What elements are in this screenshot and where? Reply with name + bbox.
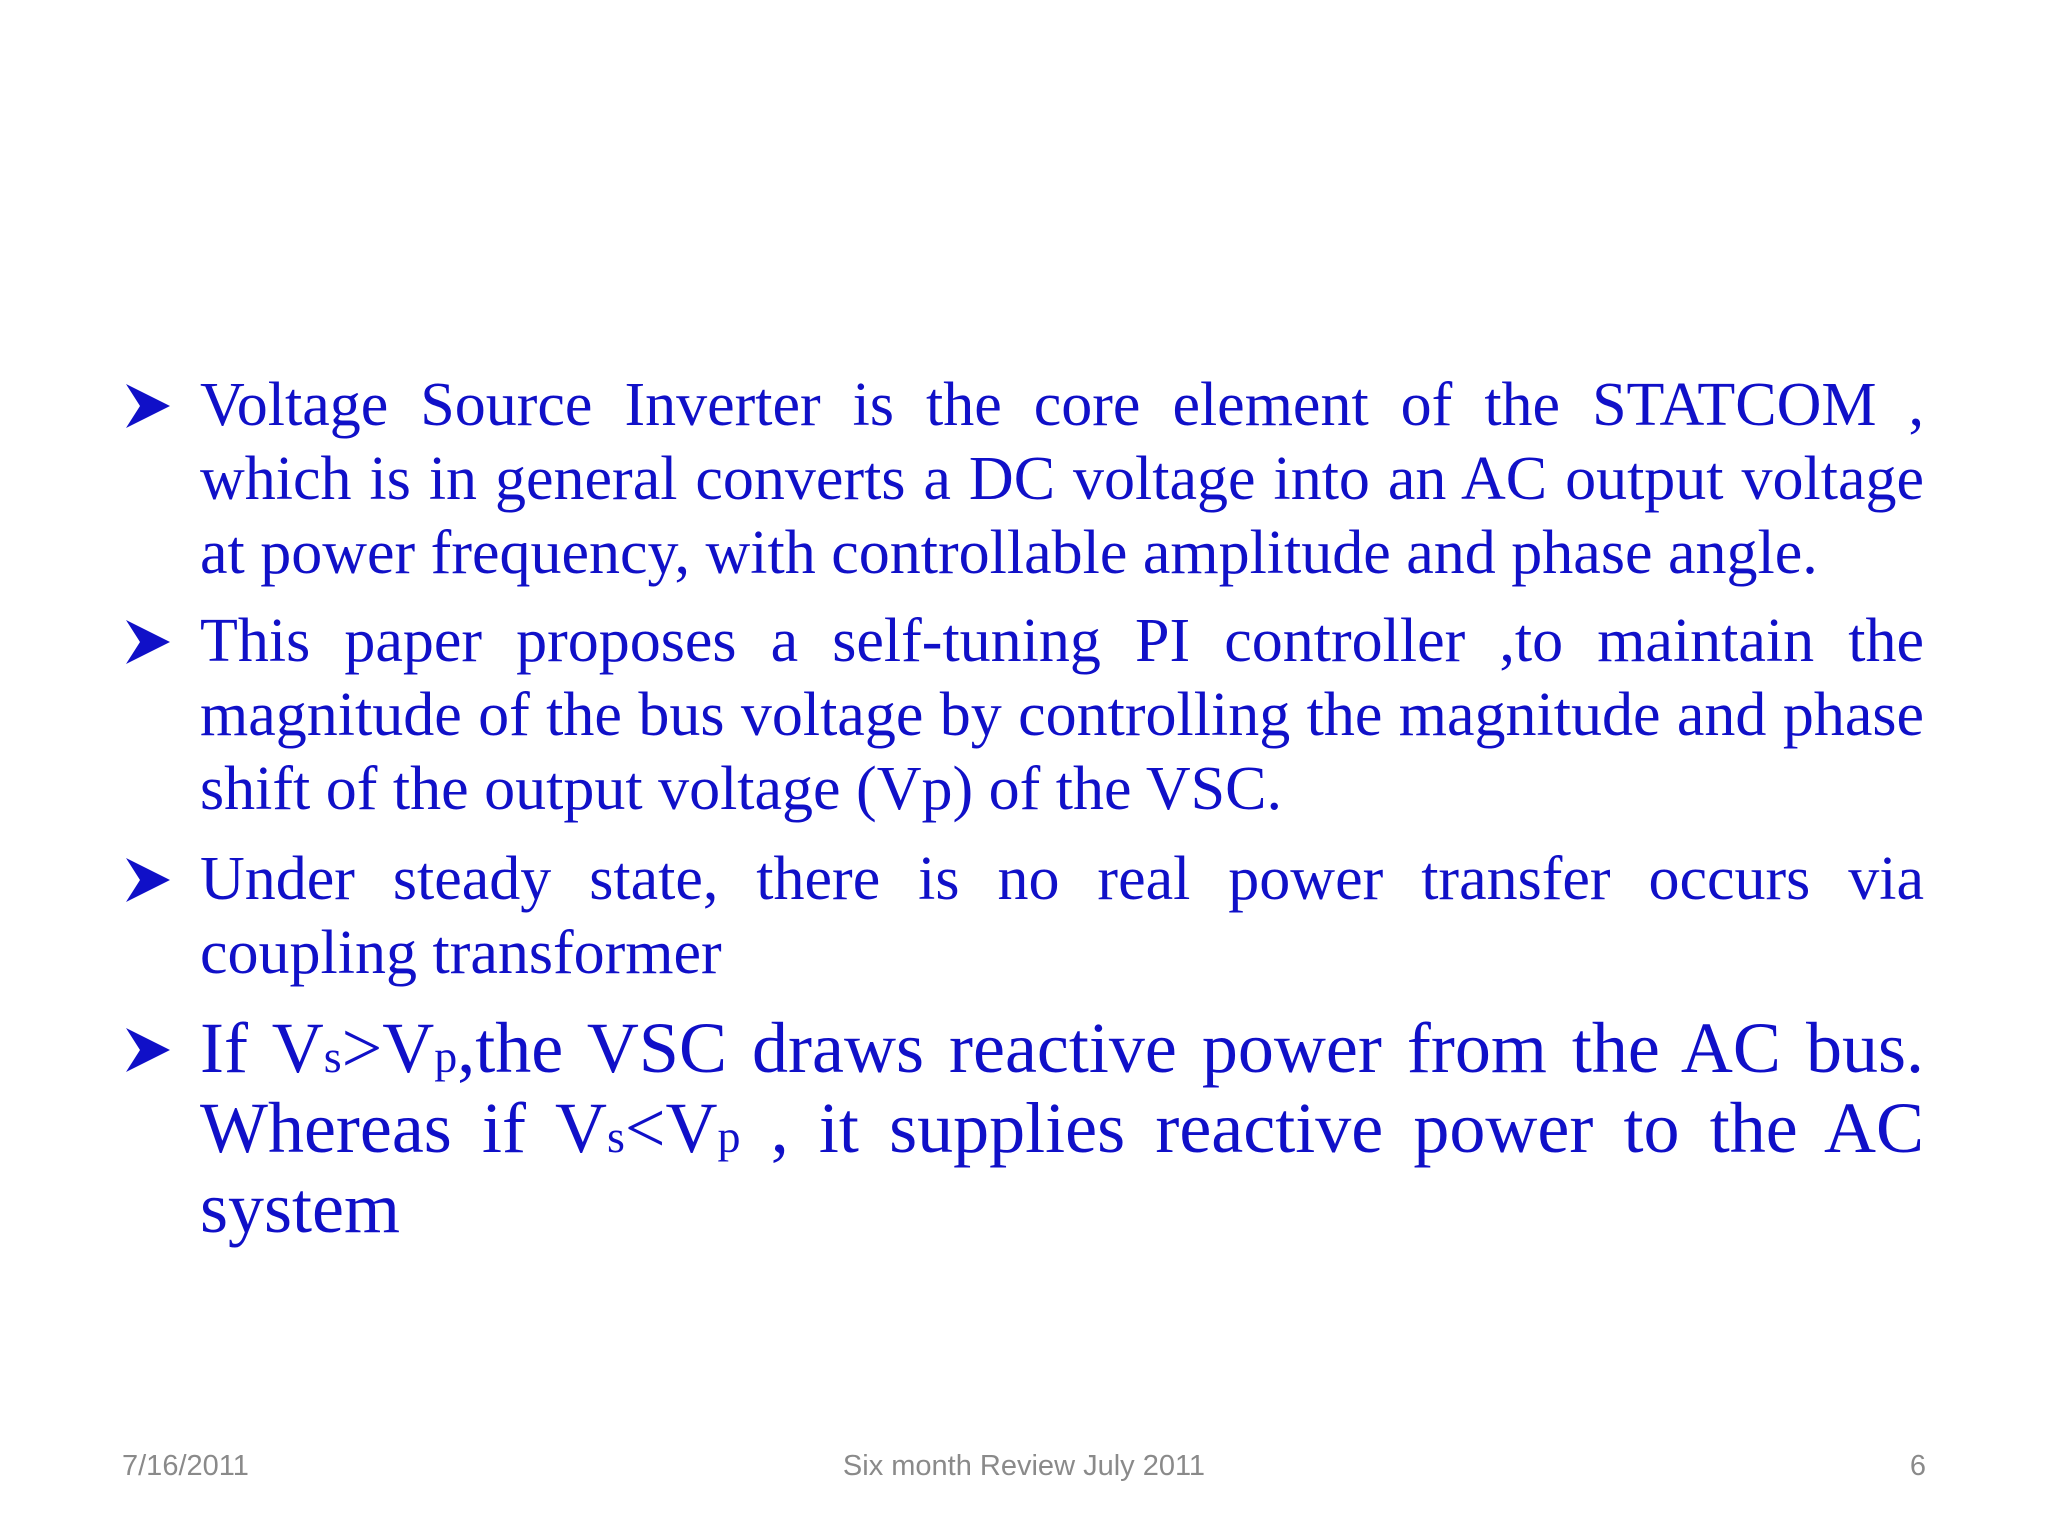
subscript: s (606, 1111, 625, 1162)
bullet-item (122, 604, 1924, 826)
text-segment: >V (341, 1008, 435, 1088)
page-number: 6 (1909, 1450, 1926, 1482)
bullet-list (122, 368, 1924, 1248)
bullet-text: Under steady state, there is no real power transfer occurs via coupling transformer (200, 845, 1924, 987)
bullet-text (200, 1008, 1924, 1248)
arrow-bullet-icon (126, 384, 170, 428)
footer-date: 7/16/2011 (122, 1450, 249, 1482)
text-segment: ,the VSC draws reactive power from the AC bus. Whereas if V (200, 1008, 1924, 1168)
bullet-text: Voltage Source Inverter is the core element of the STATCOM , which is in general converts a DC voltage into an AC output voltage at power frequency, with controllable amplitude and phase angle. (200, 371, 1924, 587)
bullet-text: This paper proposes a self-tuning PI controller ,to maintain the magnitude of the bus voltage by controlling the magnitude and phase shift of the output voltage (Vp) of the VSC. (200, 607, 1924, 823)
bullet-item (122, 368, 1924, 590)
subscript: p (434, 1031, 458, 1082)
subscript: s (323, 1031, 342, 1082)
bullet-item (122, 842, 1924, 990)
text-segment: , it supplies reactive power to the AC system (200, 1088, 1925, 1248)
arrow-bullet-icon (126, 1028, 170, 1072)
arrow-bullet-icon (126, 858, 170, 902)
footer-title: Six month Review July 2011 (842, 1450, 1206, 1482)
text-segment: <V (624, 1088, 718, 1168)
arrow-bullet-icon (126, 620, 170, 664)
subscript: p (717, 1111, 741, 1162)
text-segment: If V (200, 1008, 324, 1088)
bullet-item (122, 1008, 1924, 1248)
